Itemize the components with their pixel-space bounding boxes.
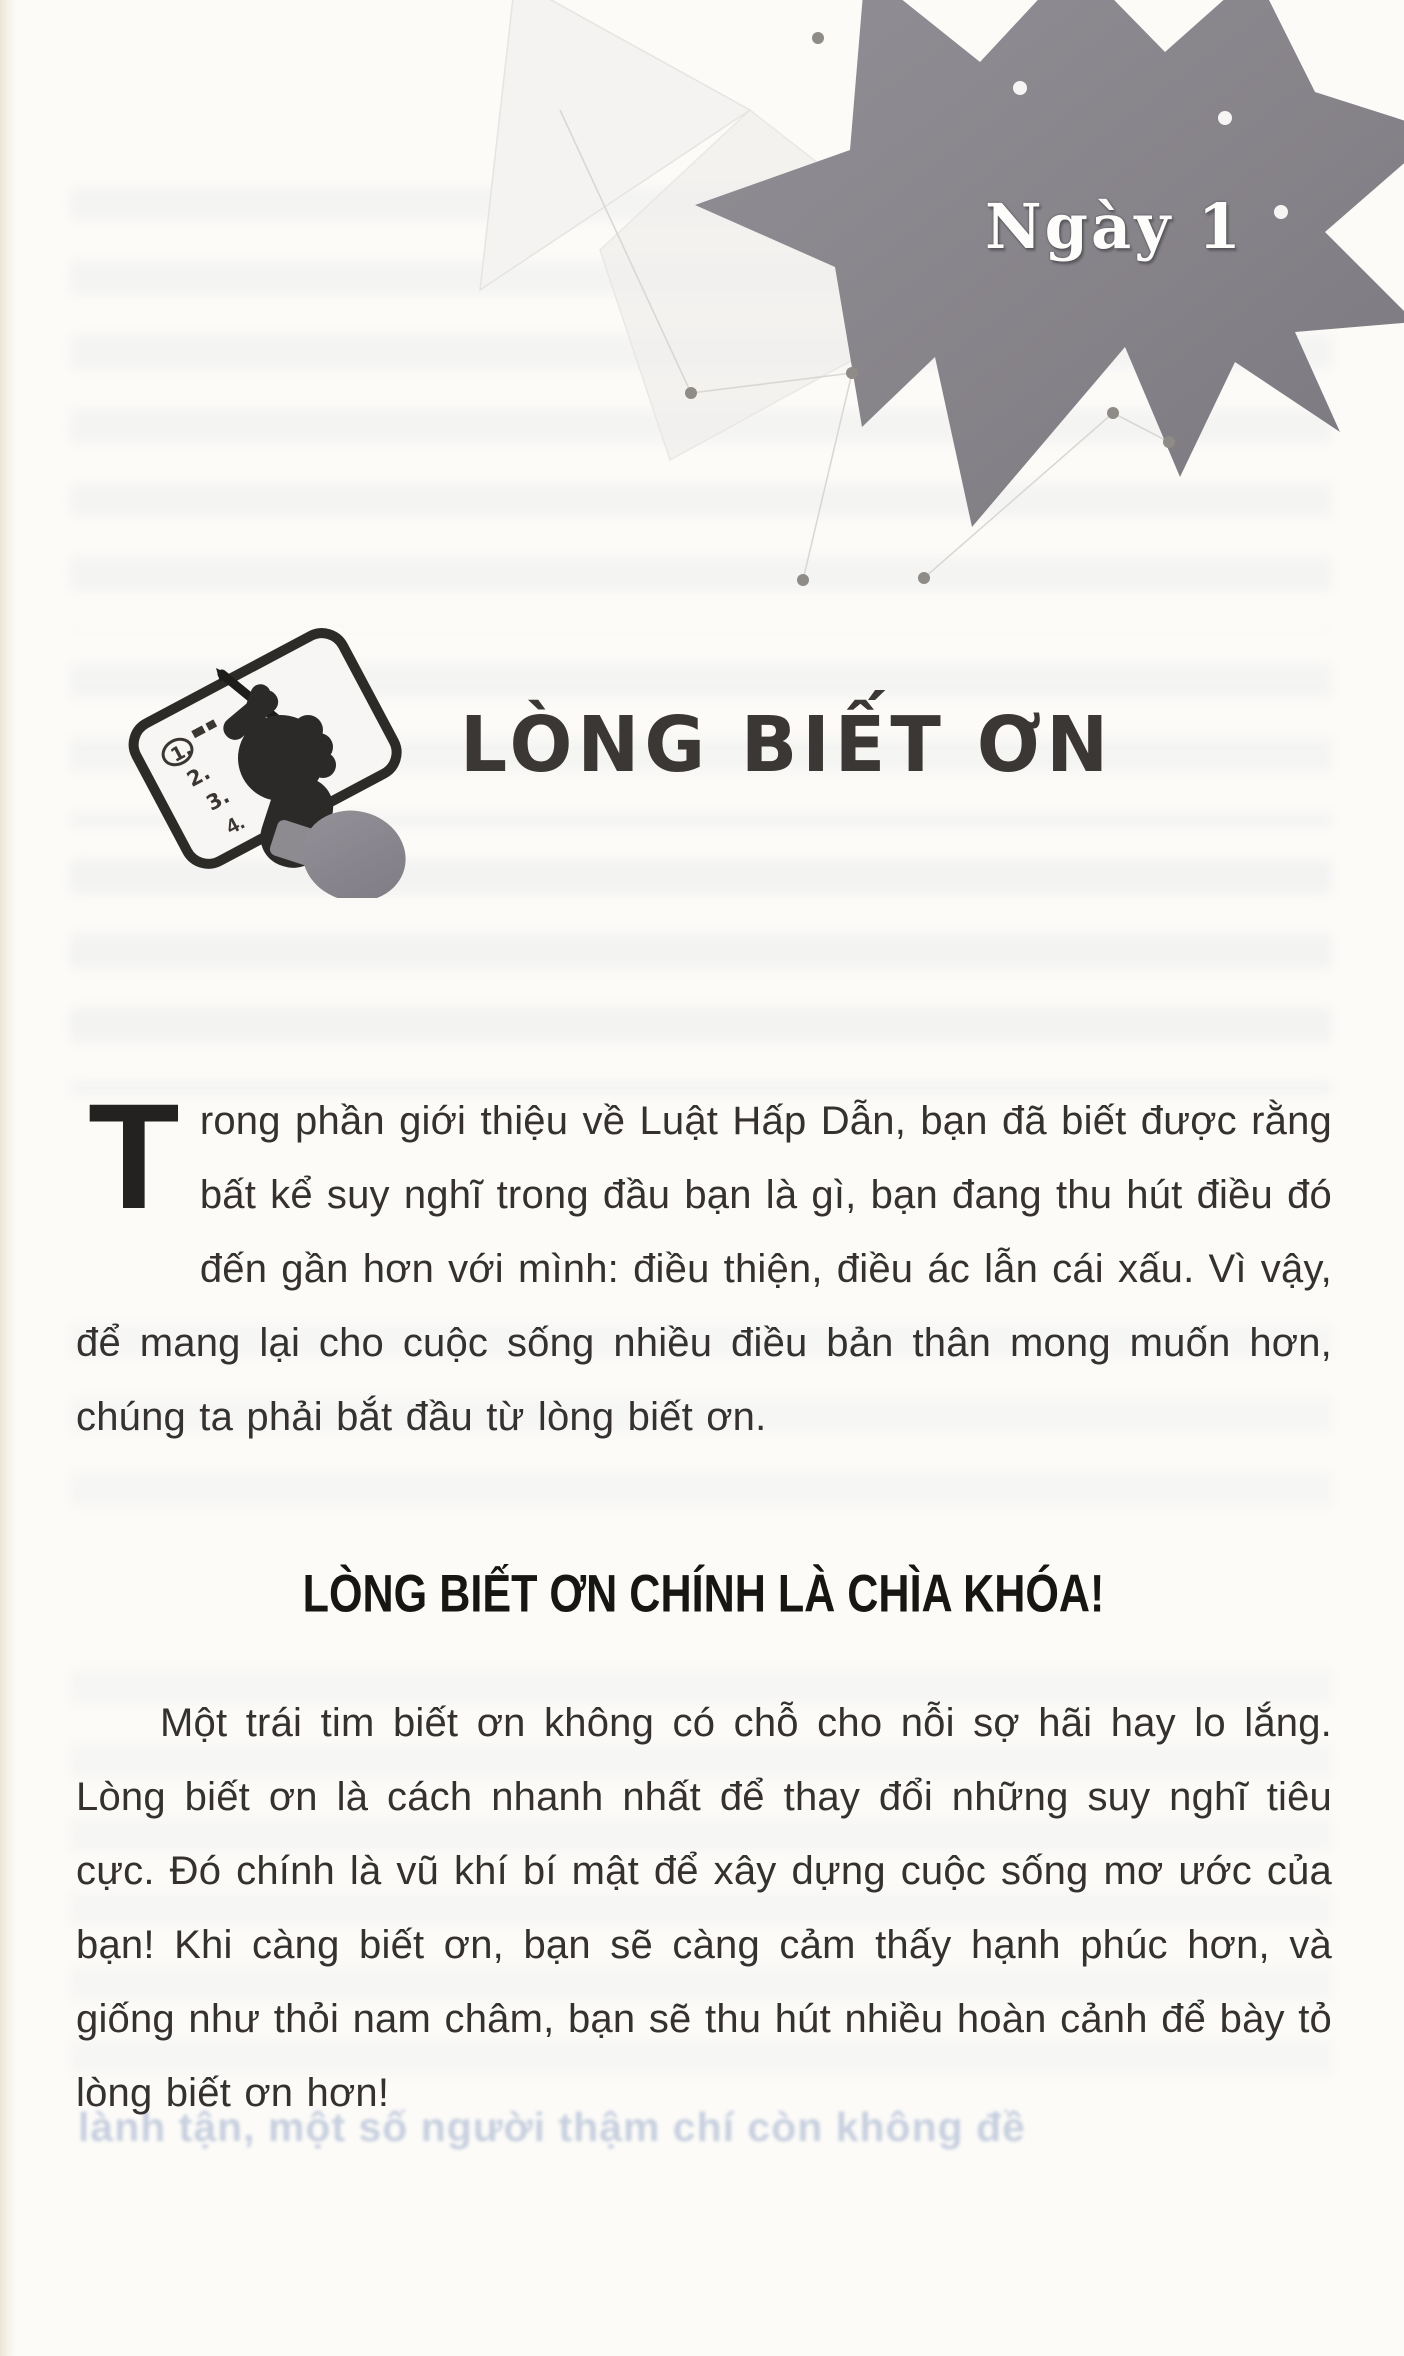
intro-text: rong phần giới thiệu về Luật Hấp Dẫn, bạn đã biết được rằng bất kể suy nghĩ trong đầu bạn là gì, bạn đang thu hút điều đó đến gần hơn với mình: điều thiện, điều ác lẫn cái xấu. Vì vậy, để mang lại cho cuộc sống nhiều điều bản thân mong muốn hơn, chúng ta phải bắt đầu từ lòng biết ơn. (76, 1099, 1332, 1439)
intro-paragraph (76, 1072, 1332, 1454)
section-body-paragraph: Một trái tim biết ơn không có chỗ cho nỗi sợ hãi hay lo lắng. Lòng biết ơn là cách nhanh nhất để thay đổi những suy nghĩ tiêu cực. Đó chính là vũ khí bí mật để xây dựng cuộc sống mơ ước của bạn! Khi càng biết ơn, bạn sẽ càng cảm thấy hạnh phúc hơn, và giống như thỏi nam châm, bạn sẽ thu hút nhiều hoàn cảnh để bày tỏ lòng biết ơn hơn! (76, 1701, 1332, 2115)
starburst-graphic (420, 0, 1404, 630)
day-badge-label: Ngày 1 (985, 190, 1244, 263)
drop-cap: T (88, 1072, 180, 1240)
section-heading-wrap (76, 1566, 1404, 1622)
list-number-2: 2. (182, 760, 215, 792)
bleed-through-text-line: lành tận, một số người thậm chí còn không đề (78, 2104, 1026, 2150)
chapter-title: LÒNG BIẾT ƠN (460, 700, 1114, 790)
section-heading: LÒNG BIẾT ƠN CHÍNH LÀ CHÌA KHÓA! (303, 1564, 1105, 1624)
list-number-3: 3. (202, 783, 234, 816)
list-number-1: 1. (167, 737, 196, 767)
list-number-4: 4. (222, 810, 249, 840)
hand-writing-list-illustration (116, 598, 416, 898)
page-left-edge-shading (0, 0, 16, 2356)
